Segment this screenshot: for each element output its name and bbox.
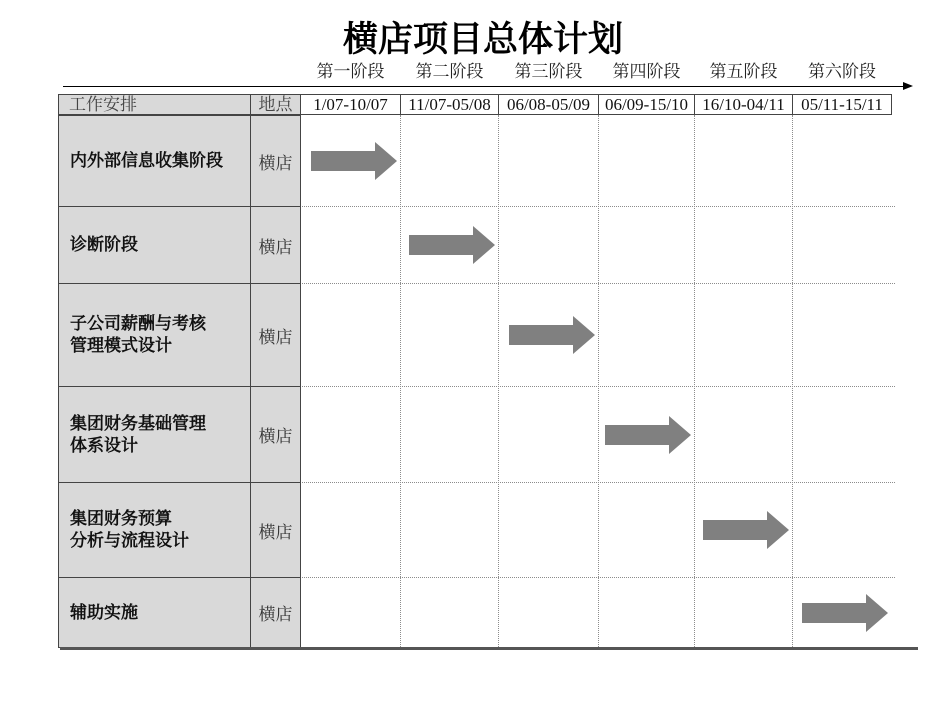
location-cell: 横店 xyxy=(250,482,301,578)
grid-line-horizontal xyxy=(300,577,895,578)
gantt-arrow xyxy=(409,226,495,264)
date-range-header: 05/11-15/11 xyxy=(792,94,892,115)
grid-line-horizontal xyxy=(300,283,895,284)
date-range-header: 06/08-05/09 xyxy=(498,94,599,115)
phase-label: 第二阶段 xyxy=(415,62,484,81)
slide-title: 横店项目总体计划 xyxy=(342,20,623,59)
location-cell: 横店 xyxy=(250,283,301,387)
location-cell: 横店 xyxy=(250,577,301,648)
task-label-line: 内外部信息收集阶段 xyxy=(70,151,223,170)
grid-line-horizontal xyxy=(300,206,895,207)
grid-line-horizontal xyxy=(300,482,895,483)
task-label-line: 集团财务预算 xyxy=(70,509,172,528)
task-column-header: 工作安排 xyxy=(58,94,251,115)
task-label-line: 分析与流程设计 xyxy=(70,531,189,550)
phase-label: 第一阶段 xyxy=(316,62,385,81)
grid-line-horizontal xyxy=(300,386,895,387)
task-label-line: 集团财务基础管理 xyxy=(70,413,206,433)
task-label-line: 诊断阶段 xyxy=(70,235,138,254)
grid-line-vertical xyxy=(400,115,401,647)
date-range-header: 11/07-05/08 xyxy=(400,94,499,115)
task-label-line: 辅助实施 xyxy=(70,602,138,622)
grid-line-vertical xyxy=(598,115,599,647)
date-range-header: 16/10-04/11 xyxy=(694,94,793,115)
task-label-line: 体系设计 xyxy=(70,435,138,455)
arrow-shape xyxy=(409,226,495,264)
task-cell xyxy=(58,283,251,387)
task-cell xyxy=(58,206,251,284)
gantt-arrow xyxy=(311,142,397,180)
gantt-arrow xyxy=(605,416,691,454)
arrow-shape xyxy=(311,142,397,180)
phase-label: 第三阶段 xyxy=(514,62,583,81)
task-cell xyxy=(58,386,251,483)
grid-line-vertical xyxy=(792,115,793,647)
timeline-axis-line xyxy=(63,86,905,87)
bottom-rule xyxy=(60,647,918,650)
location-cell: 横店 xyxy=(250,386,301,483)
task-label-line: 管理模式设计 xyxy=(70,336,172,355)
task-cell xyxy=(58,577,251,648)
arrow-shape xyxy=(802,594,888,632)
task-label-line: 子公司薪酬与考核 xyxy=(70,314,206,333)
gantt-arrow xyxy=(509,316,595,354)
arrow-shape xyxy=(703,511,789,549)
grid-line-vertical xyxy=(498,115,499,647)
gantt-arrow xyxy=(703,511,789,549)
location-cell: 横店 xyxy=(250,115,301,207)
task-cell xyxy=(58,115,251,207)
location-cell: 横店 xyxy=(250,206,301,284)
task-cell xyxy=(58,482,251,578)
phase-label: 第四阶段 xyxy=(612,62,681,81)
phase-label: 第六阶段 xyxy=(808,62,876,81)
gantt-arrow xyxy=(802,594,888,632)
arrow-shape xyxy=(605,416,691,454)
timeline-arrowhead-icon xyxy=(903,82,913,90)
location-column-header: 地点 xyxy=(250,94,301,115)
date-range-header: 1/07-10/07 xyxy=(300,94,401,115)
phase-label: 第五阶段 xyxy=(709,62,778,81)
date-range-header: 06/09-15/10 xyxy=(598,94,695,115)
grid-line-vertical xyxy=(694,115,695,647)
arrow-shape xyxy=(509,316,595,354)
